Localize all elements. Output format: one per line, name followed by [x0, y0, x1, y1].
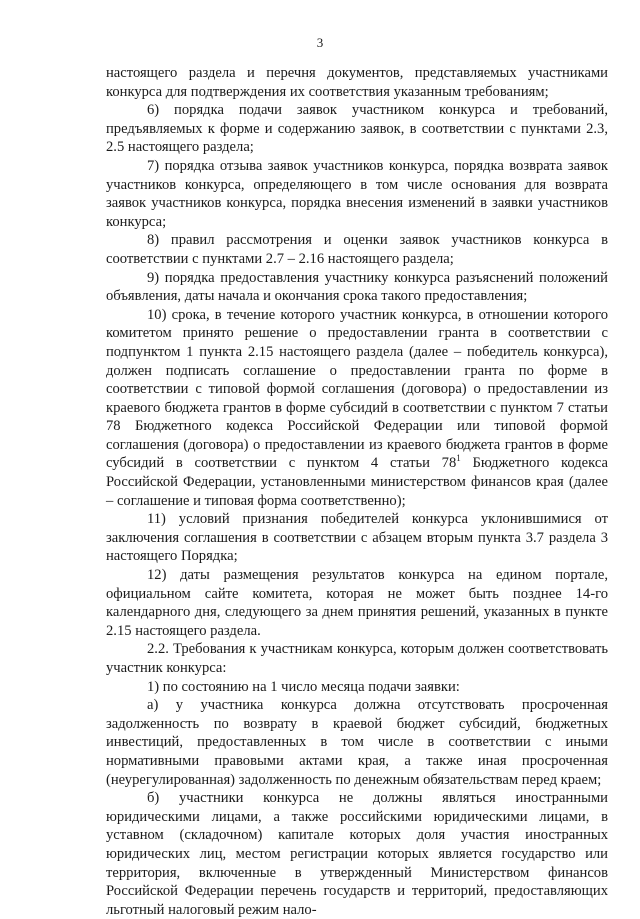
paragraph-item-6: 6) порядка подачи заявок участником конкурса и требований, предъявляемых к форме и содержанию заявок, в соответствии с пунктами 2.3, 2.5 настоящего раздела;	[106, 102, 608, 156]
paragraph-continuation: настоящего раздела и перечня документов, представляемых участниками конкурса для подтверждения их соответствия указанным требованиям;	[106, 65, 608, 100]
paragraph-section-2-2: 2.2. Требования к участникам конкурса, которым должен соответствовать участник конкурса:	[106, 641, 608, 676]
paragraph-item-12: 12) даты размещения результатов конкурса на едином портале, официальном сайте комитета, которая не может быть позднее 14-го календарного дня, следующего за днем принятия решений, указанных в пункте 2.15 настоящего раздела.	[106, 567, 608, 639]
paragraph-item-10-text-end: Бюджетного кодекса Российской Федерации, установленными министерством финансов края (далее – соглашение и типовая форма соответственно);	[106, 455, 608, 509]
paragraph-item-8: 8) правил рассмотрения и оценки заявок участников конкурса в соответствии с пунктами 2.7 – 2.16 настоящего раздела;	[106, 232, 608, 267]
paragraph-item-10-text: 10) срока, в течение которого участник конкурса, в отношении которого комитетом принято решение о предоставлении гранта в соответствии с подпунктом 1 пункта 2.15 настоящего раздела (далее – победитель конкурса), должен подписать соглашение о предоставлении гранта по форме в соответствии с типовой формой соглашения (договора) о предоставлении из краевого бюджета грантов в форме субсидий в соответствии с пунктом 7 статьи 78 Бюджетного кодекса Российской Федерации или типовой формой соглашения (договора) о предоставлении из краевого бюджета грантов в форме субсидий в соответствии с пунктом 4 статьи 78	[106, 306, 608, 472]
paragraph-subitem-a: а) у участника конкурса должна отсутствовать просроченная задолженность по возврату в краевой бюджет субсидий, бюджетных инвестиций, предоставленных в том числе в соответствии с иными нормативными правовыми актами края, а также иная просроченная (неурегулированная) задолженность по денежным обязательствам перед краем;	[106, 697, 608, 788]
paragraph-item-9: 9) порядка предоставления участнику конкурса разъяснений положений объявления, даты начала и окончания срока такого предоставления;	[106, 269, 608, 305]
document-body	[106, 64, 608, 919]
paragraph-item-7: 7) порядка отзыва заявок участников конкурса, порядка возврата заявок участников конкурса, определяющего в том числе основания для возврата заявок участников конкурса, порядка внесения изменений в заявки участников конкурса;	[106, 157, 608, 230]
page-number: 3	[316, 35, 324, 50]
paragraph-section-2-2-item-1: 1) по состоянию на 1 число месяца подачи заявки:	[147, 678, 460, 695]
paragraph-item-11: 11) условий признания победителей конкурса уклонившимися от заключения соглашения в соответствии с абзацем вторым пункта 3.7 раздела 3 настоящего Порядка;	[106, 511, 608, 565]
superscript-marker: 1	[456, 453, 461, 464]
paragraph-item-10	[106, 306, 608, 511]
paragraph-subitem-b: б) участники конкурса не должны являться иностранными юридическими лицами, а также российскими юридическими лицами, в уставном (складочном) капитале которых доля участия иностранных юридических лиц, местом регистрации которых является государство или территория, включенные в утвержденный Министерством финансов Российской Федерации перечень государств и территорий, предоставляющих льготный налоговый режим нало-	[106, 790, 608, 918]
